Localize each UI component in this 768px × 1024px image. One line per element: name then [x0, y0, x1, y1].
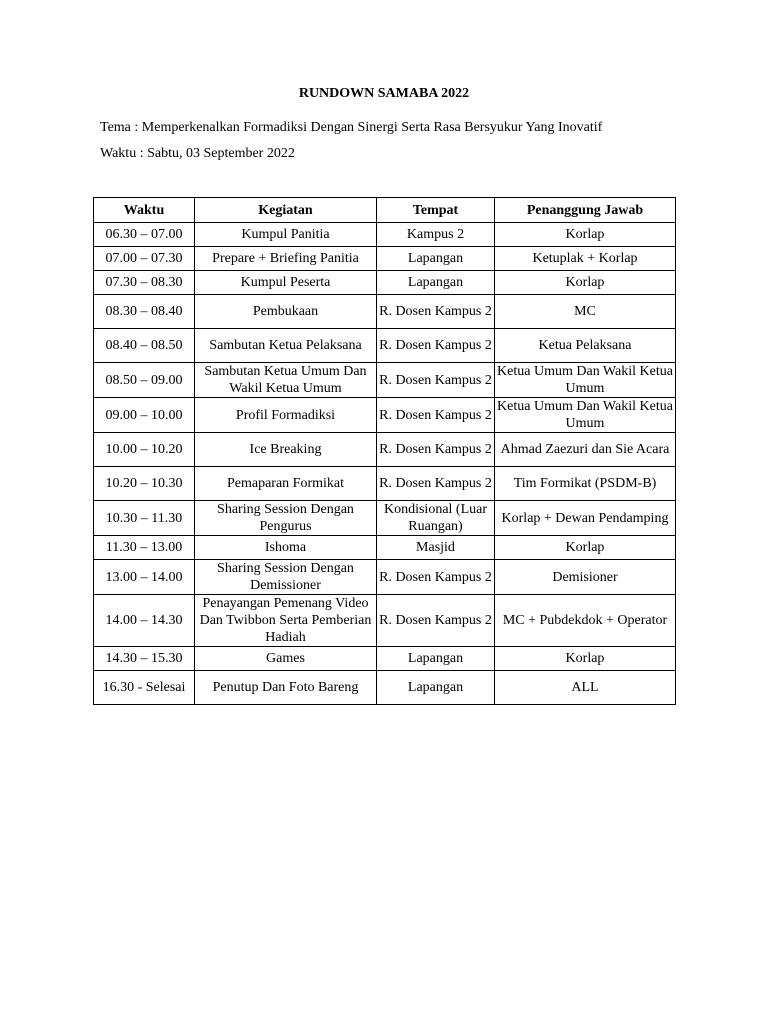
header-kegiatan: Kegiatan: [195, 198, 377, 223]
cell-waktu: 14.30 – 15.30: [94, 647, 195, 671]
cell-waktu: 13.00 – 14.00: [94, 560, 195, 595]
cell-penanggung-jawab: Ketua Umum Dan Wakil Ketua Umum: [495, 398, 676, 433]
table-row: [94, 536, 676, 560]
cell-waktu: 07.30 – 08.30: [94, 271, 195, 295]
cell-tempat: R. Dosen Kampus 2: [377, 595, 495, 647]
table-header-row: [94, 198, 676, 223]
cell-tempat: R. Dosen Kampus 2: [377, 363, 495, 398]
cell-kegiatan: Sambutan Ketua Pelaksana: [195, 329, 377, 363]
table-row: [94, 271, 676, 295]
cell-penanggung-jawab: Korlap: [495, 223, 676, 247]
table-row: [94, 398, 676, 433]
cell-kegiatan: Profil Formadiksi: [195, 398, 377, 433]
cell-tempat: R. Dosen Kampus 2: [377, 329, 495, 363]
header-tempat: Tempat: [377, 198, 495, 223]
table-row: [94, 433, 676, 467]
cell-tempat: Lapangan: [377, 247, 495, 271]
cell-kegiatan: Ice Breaking: [195, 433, 377, 467]
cell-tempat: R. Dosen Kampus 2: [377, 295, 495, 329]
cell-kegiatan: Kumpul Panitia: [195, 223, 377, 247]
document-title: RUNDOWN SAMABA 2022: [298, 86, 470, 101]
cell-kegiatan: Kumpul Peserta: [195, 271, 377, 295]
cell-tempat: R. Dosen Kampus 2: [377, 433, 495, 467]
cell-waktu: 16.30 - Selesai: [94, 671, 195, 705]
cell-waktu: 08.50 – 09.00: [94, 363, 195, 398]
cell-penanggung-jawab: Ahmad Zaezuri dan Sie Acara: [495, 433, 676, 467]
cell-tempat: Kondisional (Luar Ruangan): [377, 501, 495, 536]
cell-waktu: 08.40 – 08.50: [94, 329, 195, 363]
cell-penanggung-jawab: Korlap: [495, 647, 676, 671]
table-row: [94, 671, 676, 705]
cell-penanggung-jawab: Korlap: [495, 536, 676, 560]
cell-tempat: Lapangan: [377, 271, 495, 295]
cell-tempat: Kampus 2: [377, 223, 495, 247]
cell-penanggung-jawab: Ketuplak + Korlap: [495, 247, 676, 271]
table-row: [94, 647, 676, 671]
cell-tempat: Lapangan: [377, 647, 495, 671]
cell-tempat: Lapangan: [377, 671, 495, 705]
cell-kegiatan: Sharing Session Dengan Pengurus: [195, 501, 377, 536]
cell-penanggung-jawab: Tim Formikat (PSDM-B): [495, 467, 676, 501]
cell-tempat: Masjid: [377, 536, 495, 560]
cell-kegiatan: Penayangan Pemenang Video Dan Twibbon Serta Pemberian Hadiah: [195, 595, 377, 647]
cell-penanggung-jawab: Ketua Pelaksana: [495, 329, 676, 363]
cell-waktu: 11.30 – 13.00: [94, 536, 195, 560]
header-penanggung-jawab: Penanggung Jawab: [495, 198, 676, 223]
cell-kegiatan: Prepare + Briefing Panitia: [195, 247, 377, 271]
cell-tempat: R. Dosen Kampus 2: [377, 398, 495, 433]
cell-penanggung-jawab: MC: [495, 295, 676, 329]
cell-penanggung-jawab: ALL: [495, 671, 676, 705]
cell-waktu: 14.00 – 14.30: [94, 595, 195, 647]
cell-penanggung-jawab: Demisioner: [495, 560, 676, 595]
table-row: [94, 329, 676, 363]
cell-kegiatan: Pemaparan Formikat: [195, 467, 377, 501]
cell-waktu: 08.30 – 08.40: [94, 295, 195, 329]
table-row: [94, 467, 676, 501]
table-row: [94, 501, 676, 536]
cell-penanggung-jawab: Korlap + Dewan Pendamping: [495, 501, 676, 536]
cell-penanggung-jawab: Korlap: [495, 271, 676, 295]
theme-line: Tema : Memperkenalkan Formadiksi Dengan Sinergi Serta Rasa Bersyukur Yang Inovatif: [100, 120, 603, 135]
cell-waktu: 10.30 – 11.30: [94, 501, 195, 536]
cell-tempat: R. Dosen Kampus 2: [377, 467, 495, 501]
cell-waktu: 09.00 – 10.00: [94, 398, 195, 433]
table-row: [94, 247, 676, 271]
cell-kegiatan: Ishoma: [195, 536, 377, 560]
table-row: [94, 560, 676, 595]
cell-kegiatan: Penutup Dan Foto Bareng: [195, 671, 377, 705]
cell-kegiatan: Games: [195, 647, 377, 671]
table-row: [94, 595, 676, 647]
table-row: [94, 223, 676, 247]
cell-waktu: 06.30 – 07.00: [94, 223, 195, 247]
header-waktu: Waktu: [94, 198, 195, 223]
cell-kegiatan: Sharing Session Dengan Demissioner: [195, 560, 377, 595]
cell-penanggung-jawab: MC + Pubdekdok + Operator: [495, 595, 676, 647]
cell-penanggung-jawab: Ketua Umum Dan Wakil Ketua Umum: [495, 363, 676, 398]
date-line: Waktu : Sabtu, 03 September 2022: [100, 146, 295, 161]
cell-kegiatan: Sambutan Ketua Umum Dan Wakil Ketua Umum: [195, 363, 377, 398]
table-row: [94, 295, 676, 329]
cell-kegiatan: Pembukaan: [195, 295, 377, 329]
cell-waktu: 07.00 – 07.30: [94, 247, 195, 271]
cell-tempat: R. Dosen Kampus 2: [377, 560, 495, 595]
cell-waktu: 10.00 – 10.20: [94, 433, 195, 467]
cell-waktu: 10.20 – 10.30: [94, 467, 195, 501]
table-row: [94, 363, 676, 398]
rundown-table: [93, 197, 676, 705]
